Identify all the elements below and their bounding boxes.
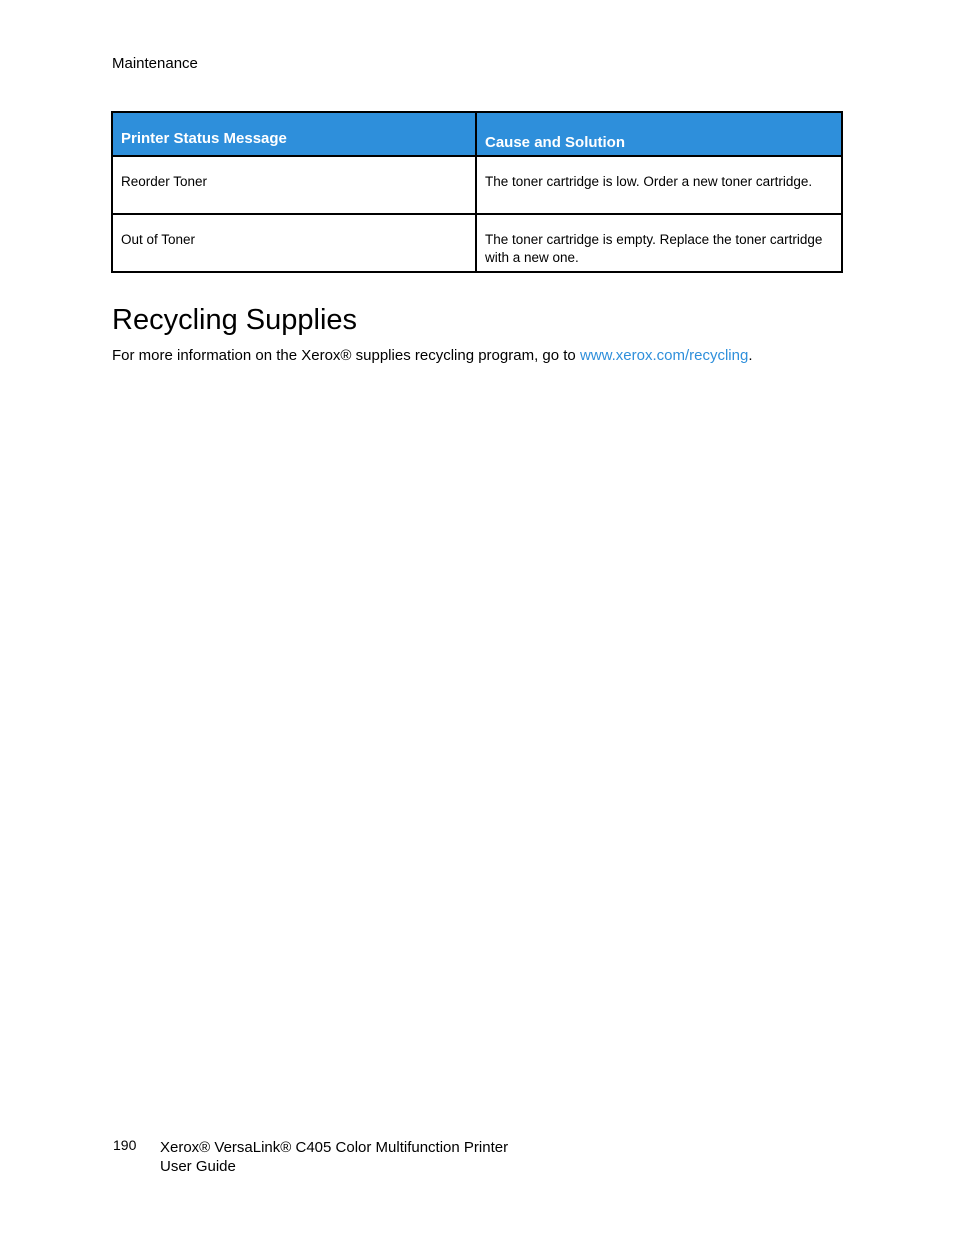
column-header-status-message: Printer Status Message <box>112 112 476 156</box>
paragraph-text: For more information on the Xerox® supplies recycling program, go to <box>112 347 580 364</box>
status-message-table <box>111 111 843 273</box>
recycling-link[interactable]: www.xerox.com/recycling <box>579 347 749 364</box>
footer-guide-name: User Guide <box>160 1158 236 1175</box>
recycling-paragraph <box>112 347 753 365</box>
section-title: Recycling Supplies <box>112 304 358 336</box>
paragraph-end: . <box>748 347 753 364</box>
column-header-cause-solution: Cause and Solution <box>476 112 842 156</box>
footer-product-info <box>160 1138 508 1176</box>
cause-solution-cell: The toner cartridge is low. Order a new toner cartridge. <box>476 156 842 214</box>
table-header-row <box>112 112 842 156</box>
running-header: Maintenance <box>112 55 198 72</box>
status-message-cell: Reorder Toner <box>112 156 476 214</box>
table-row <box>112 214 842 272</box>
cause-solution-cell: The toner cartridge is empty. Replace the toner cartridge with a new one. <box>476 214 842 272</box>
footer-product-name: Xerox® VersaLink® C405 Color Multifunction Printer <box>160 1139 509 1156</box>
page-number: 190 <box>113 1137 137 1153</box>
status-message-cell: Out of Toner <box>112 214 476 272</box>
table-row <box>112 156 842 214</box>
